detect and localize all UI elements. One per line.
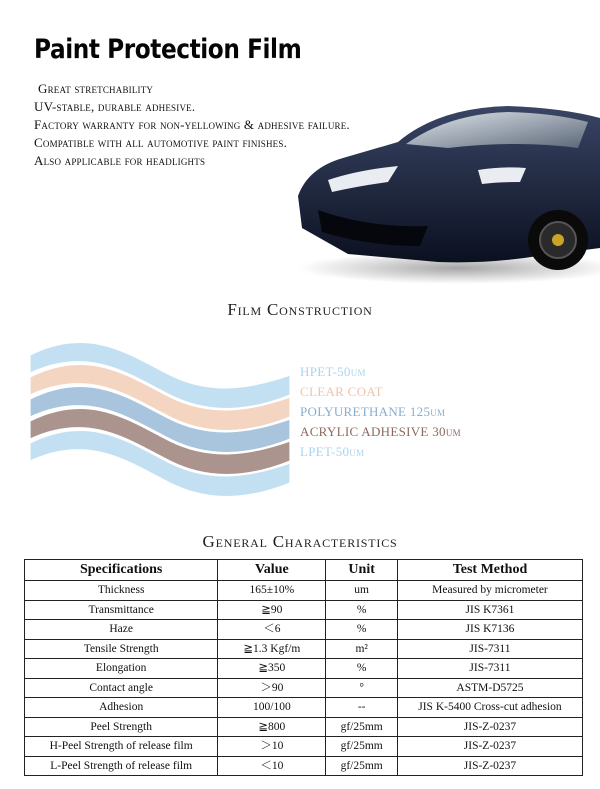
- layer-label: CLEAR COAT: [300, 384, 383, 399]
- table-row: [25, 698, 583, 718]
- layer-label: HPET-50um: [300, 364, 366, 379]
- feature-item: Factory warranty for non-yellowing & adhesive failure.: [34, 117, 350, 132]
- table-cell: gf/25mm: [326, 717, 398, 737]
- layer-label: LPET-50um: [300, 444, 365, 459]
- table-cell: Elongation: [25, 659, 218, 679]
- feature-item: UV-stable, durable adhesive.: [34, 99, 196, 114]
- film-layers-diagram: [20, 315, 310, 505]
- table-cell: JIS K-5400 Cross-cut adhesion: [397, 698, 582, 718]
- table-row: [25, 717, 583, 737]
- column-header: Value: [218, 560, 326, 581]
- characteristics-heading: General Characteristics: [202, 532, 398, 551]
- construction-heading: Film Construction: [227, 300, 373, 319]
- table-cell: JIS K7361: [397, 600, 582, 620]
- table-cell: JIS-7311: [397, 659, 582, 679]
- table-row: [25, 737, 583, 757]
- table-row: [25, 756, 583, 776]
- table-cell: gf/25mm: [326, 737, 398, 757]
- table-cell: Peel Strength: [25, 717, 218, 737]
- table-cell: ≧1.3 Kgf/m: [218, 639, 326, 659]
- table-cell: ≧800: [218, 717, 326, 737]
- table-cell: L-Peel Strength of release film: [25, 756, 218, 776]
- table-cell: 100/100: [218, 698, 326, 718]
- table-cell: Transmittance: [25, 600, 218, 620]
- table-cell: Haze: [25, 620, 218, 640]
- table-cell: gf/25mm: [326, 756, 398, 776]
- table-cell: ＞90: [218, 678, 326, 698]
- table-cell: H-Peel Strength of release film: [25, 737, 218, 757]
- table-cell: ＜10: [218, 756, 326, 776]
- page-title: Paint Protection Film: [34, 34, 302, 65]
- table-cell: Measured by micrometer: [397, 581, 582, 601]
- table-cell: %: [326, 600, 398, 620]
- column-header: Test Method: [397, 560, 582, 581]
- table-cell: °: [326, 678, 398, 698]
- table-cell: Tensile Strength: [25, 639, 218, 659]
- table-row: [25, 639, 583, 659]
- table-cell: %: [326, 659, 398, 679]
- table-cell: um: [326, 581, 398, 601]
- feature-item: Compatible with all automotive paint finishes.: [34, 135, 288, 150]
- table-row: [25, 620, 583, 640]
- column-header: Unit: [326, 560, 398, 581]
- layer-legend: [300, 362, 461, 462]
- table-cell: JIS-Z-0237: [397, 717, 582, 737]
- table-cell: m²: [326, 639, 398, 659]
- feature-item: Also applicable for headlights: [34, 153, 206, 168]
- table-cell: %: [326, 620, 398, 640]
- table-header-row: [25, 560, 583, 581]
- feature-item: Great stretchability: [38, 81, 154, 96]
- table-cell: ＜6: [218, 620, 326, 640]
- car-image: [288, 78, 600, 290]
- table-cell: ASTM-D5725: [397, 678, 582, 698]
- table-cell: ≧90: [218, 600, 326, 620]
- characteristics-table: [24, 559, 583, 776]
- table-row: [25, 600, 583, 620]
- table-row: [25, 678, 583, 698]
- table-cell: Adhesion: [25, 698, 218, 718]
- layer-label: POLYURETHANE 125um: [300, 404, 446, 419]
- table-cell: JIS-Z-0237: [397, 756, 582, 776]
- table-row: [25, 659, 583, 679]
- table-cell: JIS K7136: [397, 620, 582, 640]
- table-cell: Thickness: [25, 581, 218, 601]
- table-cell: 165±10%: [218, 581, 326, 601]
- column-header: Specifications: [25, 560, 218, 581]
- table-row: [25, 581, 583, 601]
- table-cell: --: [326, 698, 398, 718]
- table-cell: ≧350: [218, 659, 326, 679]
- table-cell: JIS-Z-0237: [397, 737, 582, 757]
- table-cell: ＞10: [218, 737, 326, 757]
- layer-label: ACRYLIC ADHESIVE 30um: [300, 424, 461, 439]
- table-cell: Contact angle: [25, 678, 218, 698]
- table-cell: JIS-7311: [397, 639, 582, 659]
